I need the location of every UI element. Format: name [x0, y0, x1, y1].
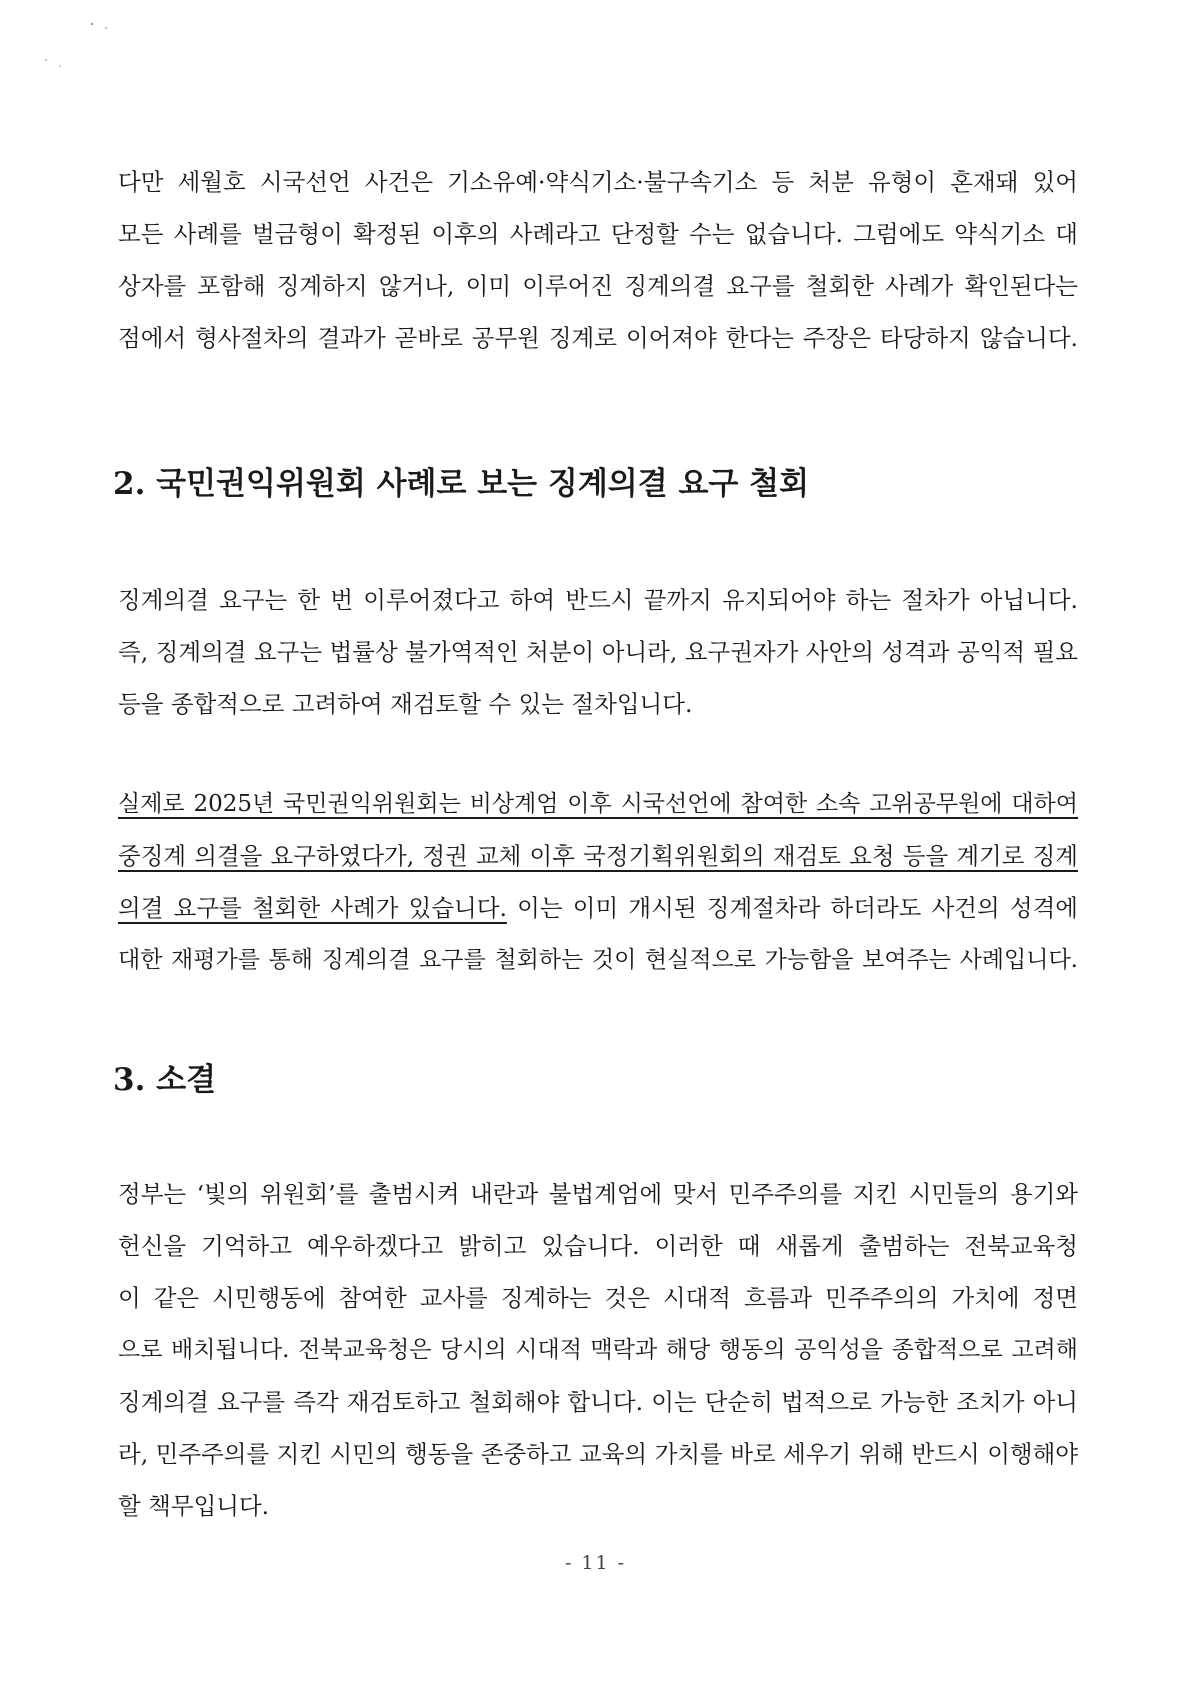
- paragraph-sewol-case: [118, 156, 1078, 364]
- text-line: 헌신을 기억하고 예우하겠다고 밝히고 있습니다. 이러한 때 새롭게 출범하는 전북교육청: [118, 1232, 1078, 1260]
- paragraph-withdrawal-procedure: [118, 574, 1078, 730]
- text-line: 즉, 징계의결 요구는 법률상 불가역적인 처분이 아니라, 요구권자가 사안의 성격과 공익적 필요: [118, 638, 1078, 666]
- text-line: 다만 세월호 시국선언 사건은 기소유예·약식기소·불구속기소 등 처분 유형이 혼재돼 있어: [118, 168, 1078, 196]
- text-line: 상자를 포함해 징계하지 않거나, 이미 이루어진 징계의결 요구를 철회한 사례가 확인된다는: [118, 272, 1078, 300]
- text-line: 점에서 형사절차의 결과가 곧바로 공무원 징계로 이어져야 한다는 주장은 타당하지 않습니다.: [118, 324, 1078, 352]
- page-number: - 11 -: [564, 1552, 627, 1574]
- text-line: 이 같은 시민행동에 참여한 교사를 징계하는 것은 시대적 흐름과 민주주의의 가치에 정면: [118, 1284, 1078, 1312]
- text-line: 으로 배치됩니다. 전북교육청은 당시의 시대적 맥락과 해당 행동의 공익성을 종합적으로 고려해: [118, 1337, 1078, 1363]
- paragraph-acrc-case: [118, 778, 1078, 986]
- paragraph-conclusion: [118, 1168, 1078, 1532]
- underlined-text-line: 실제로 2025년 국민권익위원회는 비상계엄 이후 시국선언에 참여한 소속 고위공무원에 대하여: [118, 791, 1078, 817]
- text-line: 등을 종합적으로 고려하여 재검토할 수 있는 절차입니다.: [118, 690, 693, 718]
- text-line: [118, 882, 1078, 934]
- text-line: 징계의결 요구는 한 번 이루어졌다고 하여 반드시 끝까지 유지되어야 하는 절차가 아닙니다.: [118, 586, 1078, 614]
- underlined-text-line: 중징계 의결을 요구하였다가, 정권 교체 이후 국정기획위원회의 재검토 요청 등을 계기로 징계: [118, 842, 1078, 870]
- text-segment: 이는 이미 개시된 징계절차라 하더라도 사건의 성격에: [506, 894, 1078, 922]
- text-line: 대한 재평가를 통해 징계의결 요구를 철회하는 것이 현실적으로 가능함을 보여주는 사례입니다.: [118, 947, 1078, 973]
- text-line: 징계의결 요구를 즉각 재검토하고 철회해야 합니다. 이는 단순히 법적으로 가능한 조치가 아니: [118, 1388, 1078, 1416]
- section-heading-3: 3. 소결: [113, 1062, 217, 1098]
- section-heading-2: 2. 국민권익위원회 사례로 보는 징계의결 요구 철회: [113, 466, 810, 502]
- scan-specks: [40, 18, 130, 78]
- text-line: 라, 민주주의를 지킨 시민의 행동을 존중하고 교육의 가치를 바로 세우기 위해 반드시 이행해야: [118, 1440, 1078, 1468]
- underlined-text-segment: 의결 요구를 철회한 사례가 있습니다.: [118, 894, 507, 922]
- text-line: 할 책무입니다.: [118, 1492, 270, 1520]
- text-line: 정부는 ‘빛의 위원회’를 출범시켜 내란과 불법계엄에 맞서 민주주의를 지킨 시민들의 용기와: [118, 1180, 1078, 1208]
- text-line: 모든 사례를 벌금형이 확정된 이후의 사례라고 단정할 수는 없습니다. 그럼에도 약식기소 대: [118, 220, 1078, 248]
